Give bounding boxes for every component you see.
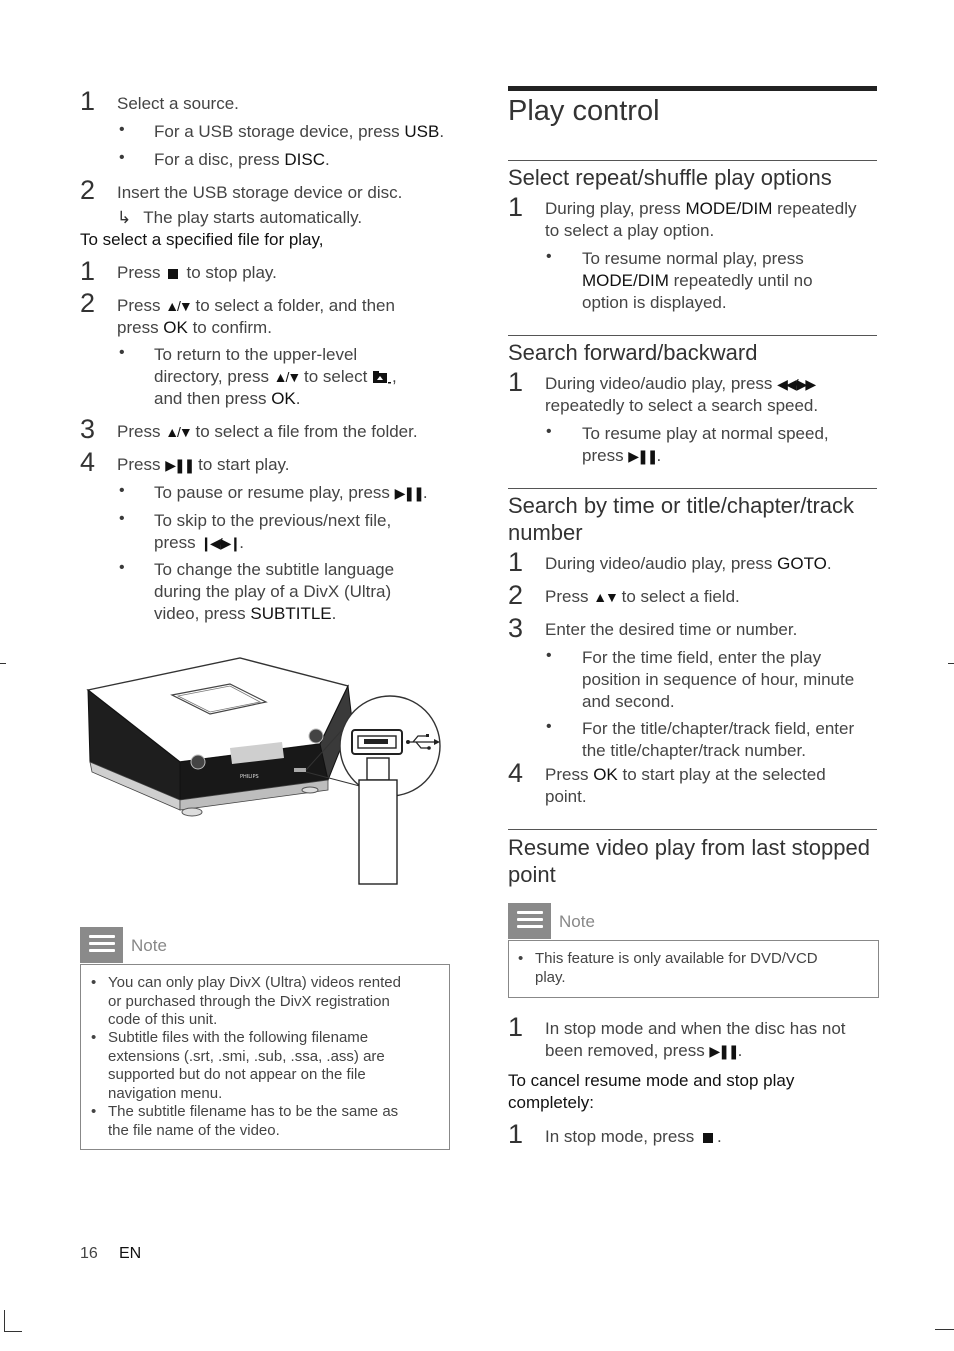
section-rule: [508, 488, 877, 489]
bullet-text: For the title/chapter/track field, enter the title/chapter/track number.: [582, 719, 855, 760]
bullet: •: [546, 718, 552, 735]
bullet: •: [518, 950, 524, 967]
bullet: •: [119, 149, 125, 166]
step-text: Press ▲/▼ to select a folder, and then press OK to confirm.: [117, 296, 395, 337]
step-text: Press OK to start play at the selected point.: [545, 765, 826, 806]
step-text: During play, press MODE/DIM repeatedly to select a play option.: [545, 199, 857, 240]
section-heading: Search forward/backward: [508, 340, 758, 365]
crop-mark: [0, 663, 6, 664]
note-item: Subtitle files with the following filename extensions (.srt, .smi, .sub, .ssa, .ass) are supported but do not appear on the file navigation menu.: [108, 1029, 385, 1102]
bullet-text: For a disc, press DISC.: [154, 150, 330, 169]
bullet: •: [119, 510, 125, 527]
bullet-text: To change the subtitle language during the play of a DivX (Ultra) video, press SUBTITLE.: [154, 560, 395, 623]
step-text: In stop mode and when the disc has not been removed, press ▶❚❚.: [545, 1019, 846, 1060]
bullet: •: [546, 647, 552, 664]
page-number: 16: [80, 1245, 98, 1262]
step-number: 4: [508, 758, 524, 788]
section-heading: Search by time or title/chapter/track number: [508, 493, 855, 545]
result-arrow-icon: ↳: [117, 208, 132, 227]
step-number: 1: [80, 256, 96, 286]
section-rule: [508, 829, 877, 830]
rewind-forward-icon: ◀◀/▶▶: [777, 376, 815, 392]
note-item: You can only play DivX (Ultra) videos rented or purchased through the DivX registration code of this unit.: [108, 974, 401, 1028]
bullet: •: [91, 1029, 97, 1046]
note-label: Note: [559, 912, 595, 931]
bullet: •: [91, 974, 97, 991]
page-title: Play control: [508, 95, 660, 127]
step-number: 3: [80, 414, 96, 444]
title-rule: [508, 86, 877, 91]
bullet-text: To pause or resume play, press ▶❚❚.: [154, 483, 428, 502]
play-pause-icon: ▶❚❚: [628, 448, 657, 464]
crop-mark: [948, 663, 954, 664]
step-number: 2: [80, 175, 96, 205]
bullet-text: To resume normal play, press MODE/DIM repeatedly until no option is displayed.: [582, 249, 813, 312]
stop-icon: [703, 1133, 713, 1143]
step-number: 1: [80, 86, 96, 116]
step-number: 1: [508, 367, 524, 397]
language-code: EN: [119, 1245, 142, 1262]
up-down-arrows-icon: ▲▼: [593, 589, 617, 605]
subheading: To cancel resume mode and stop play completely:: [508, 1071, 795, 1112]
step-number: 2: [80, 288, 96, 318]
stop-icon: [168, 269, 178, 279]
step-number: 3: [508, 613, 524, 643]
up-down-arrows-icon: ▲/▼: [165, 298, 191, 314]
step-text: Press to stop play.: [117, 263, 277, 282]
bullet-text: To resume play at normal speed, press ▶❚❚.: [582, 424, 829, 465]
step-number: 2: [508, 580, 524, 610]
note-label: Note: [131, 936, 167, 955]
bullet: •: [119, 482, 125, 499]
bullet-text: To return to the upper-level directory, press ▲/▼ to select , and then press OK.: [154, 345, 397, 408]
up-down-arrows-icon: ▲/▼: [273, 369, 300, 385]
note-icon: [508, 903, 551, 939]
step-number: 1: [508, 1012, 524, 1042]
section-heading: Resume video play from last stopped point: [508, 835, 870, 887]
bullet: •: [119, 121, 125, 138]
step-number: 1: [508, 1119, 524, 1149]
section-rule: [508, 160, 877, 161]
step-text: During video/audio play, press ◀◀/▶▶ repeatedly to select a search speed.: [545, 374, 819, 415]
bullet: •: [119, 559, 125, 576]
section-heading: Select repeat/shuffle play options: [508, 165, 832, 190]
bullet: •: [546, 248, 552, 265]
crop-mark: [935, 1329, 954, 1330]
bullet-text: For the time field, enter the play position in sequence of hour, minute and second.: [582, 648, 855, 711]
step-text: Enter the desired time or number.: [545, 620, 798, 639]
note-item: The subtitle filename has to be the same as the file name of the video.: [108, 1103, 399, 1139]
brand-label: PHILIPS: [240, 774, 259, 780]
step-text: Select a source.: [117, 94, 239, 113]
parent-folder-icon: [372, 370, 392, 384]
step-number: 4: [80, 447, 96, 477]
note-item: This feature is only available for DVD/VCD play.: [535, 950, 818, 986]
skip-prev-next-icon: ❙◀/▶❙: [200, 535, 240, 551]
step-text: Press ▶❚❚ to start play.: [117, 455, 290, 474]
play-pause-icon: ▶❚❚: [709, 1043, 738, 1059]
section-rule: [508, 335, 877, 336]
subheading: To select a specified file for play,: [80, 230, 324, 249]
crop-mark: [4, 1310, 5, 1332]
step-text: Press ▲▼ to select a field.: [545, 587, 740, 606]
crop-mark: [4, 1331, 22, 1332]
step-text: Insert the USB storage device or disc.: [117, 183, 403, 202]
step-number: 1: [508, 547, 524, 577]
bullet: •: [546, 423, 552, 440]
step-text: In stop mode, press .: [545, 1127, 722, 1146]
bullet: •: [119, 344, 125, 361]
device-usb-illustration: [80, 650, 450, 890]
bullet-text: For a USB storage device, press USB.: [154, 122, 445, 141]
note-icon: [80, 927, 123, 963]
play-pause-icon: ▶❚❚: [394, 485, 423, 501]
bullet-text: To skip to the previous/next file, press ❙◀/▶❙.: [154, 511, 392, 552]
step-text: During video/audio play, press GOTO.: [545, 554, 832, 573]
step-text: Press ▲/▼ to select a file from the folder.: [117, 422, 418, 441]
bullet: •: [91, 1103, 97, 1120]
play-pause-icon: ▶❚❚: [165, 457, 194, 473]
up-down-arrows-icon: ▲/▼: [165, 424, 191, 440]
step-number: 1: [508, 192, 524, 222]
result-text: ↳ The play starts automatically.: [117, 208, 363, 227]
